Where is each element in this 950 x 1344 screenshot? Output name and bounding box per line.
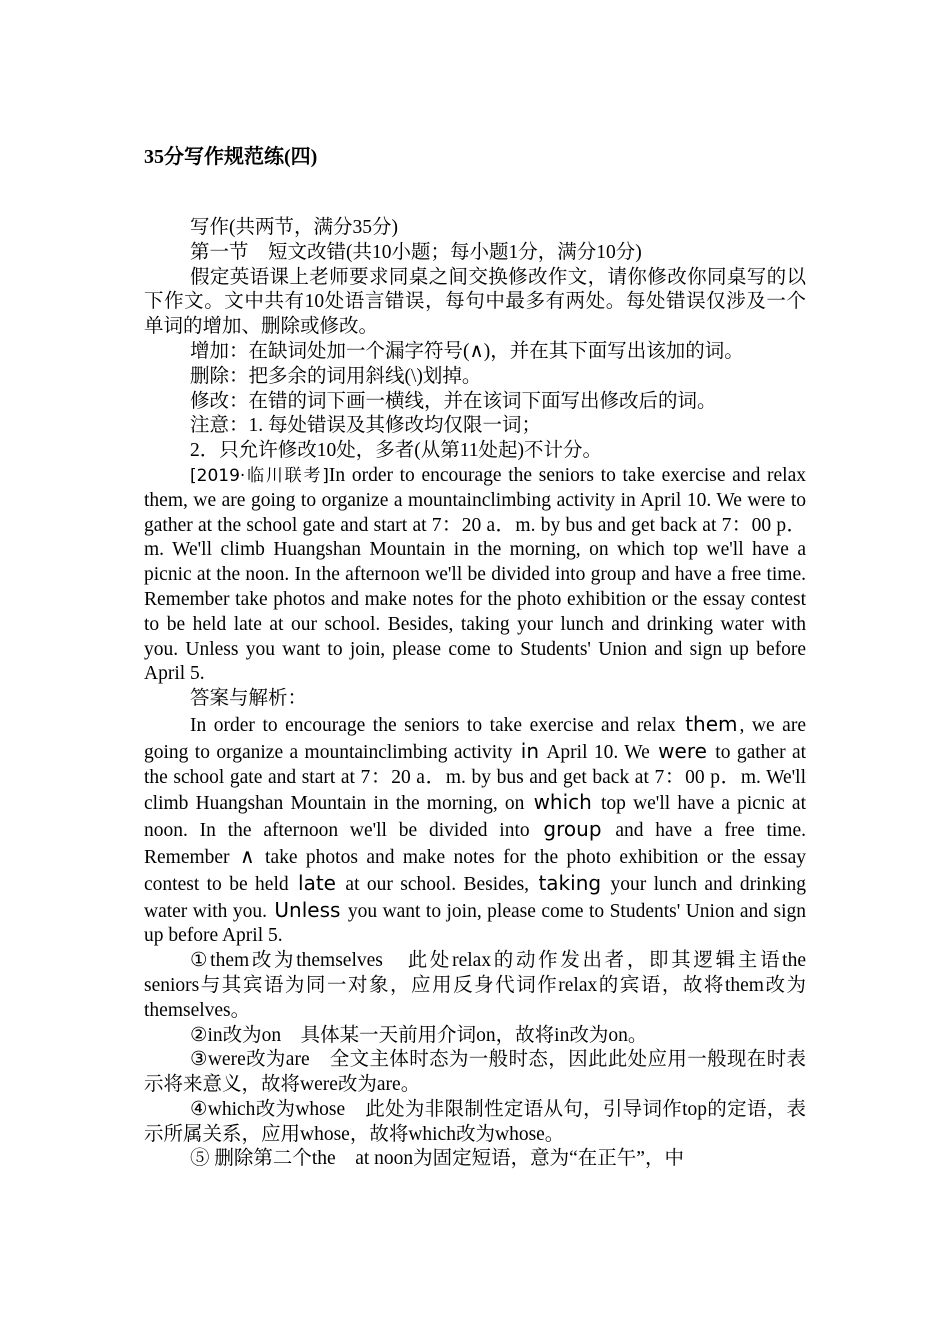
correction-unless: Unless: [274, 897, 341, 922]
correction-group: group: [543, 817, 602, 842]
answer-text: top we'll have a picnic at noon. In the afternoon we'll be divided into: [144, 793, 806, 842]
correction-them: them: [685, 711, 738, 736]
correction-taking: taking: [538, 870, 602, 895]
answer-text: at our school. Besides,: [338, 873, 537, 895]
instructions-note2: 2．只允许修改10处，多者(从第11处起)不计分。: [190, 440, 603, 462]
correction-were: were: [658, 738, 707, 763]
answer-text: April 10. We: [541, 741, 657, 763]
explanation-2: ②in改为on 具体某一天前用介词on，故将in改为on。: [190, 1024, 648, 1046]
passage: [144, 464, 806, 687]
correction-insert-mark: ∧: [239, 843, 255, 868]
document-page: [144, 144, 806, 1172]
explanation-4: ④which改为whose 此处为非限制性定语从句，引导词作top的定语，表示所属关系，应用whose，故将which改为whose。: [144, 1098, 806, 1145]
answer-label: 答案与解析：: [190, 688, 308, 710]
instructions-add: 增加：在缺词处加一个漏字符号(∧)，并在其下面写出该加的词。: [190, 340, 744, 362]
answer-passage: [144, 712, 806, 949]
part-header: 第一节 短文改错(共10小题；每小题1分，满分10分): [190, 241, 642, 263]
answer-text: you want to join, please come to Students' Union and sign up before April 5.: [144, 900, 806, 947]
answer-text: take photos and make notes for the photo exhibition or the essay contest to be held: [144, 846, 806, 895]
explanation-5: ⑤ 删除第二个the at noon为固定短语，意为“在正午”，中: [190, 1148, 684, 1170]
instructions-delete: 删除：把多余的词用斜线(\)划掉。: [190, 365, 482, 387]
passage-source: [2019·临川联考]: [190, 465, 329, 486]
answer-text: and have a free time. Remember: [144, 820, 806, 868]
correction-which: which: [533, 790, 592, 815]
section-header: 写作(共两节，满分35分): [190, 217, 398, 238]
page-title: 35分写作规范练(四): [144, 146, 318, 168]
correction-late: late: [298, 870, 336, 895]
instructions-intro: 假定英语课上老师要求同桌之间交换修改作文，请你修改你同桌写的以下作文。文中共有10处语言错误，每句中最多有两处。每处错误仅涉及一个单词的增加、删除或修改。: [144, 266, 806, 338]
answer-text: your lunch and drinking water with you.: [144, 873, 807, 922]
answer-text: In order to encourage the seniors to take exercise and relax: [190, 714, 684, 736]
answer-text: , we are going to organize a mountainclimbing activity: [144, 714, 806, 763]
passage-text: In order to encourage the seniors to take exercise and relax them, we are going to organize a mountainclimbing activity in April 10. We were to gather at the school gate and start at 7：20 a．m. by bus and get back at 7：00 p．m. We'll climb Huangshan Mountain in the morning, on which top we'll have a picnic at the noon. In the afternoon we'll be divided into group and have a free time. Remember take photos and make notes for the photo exhibition or the essay contest to be held late at our school. Besides, taking your lunch and drinking water with you. Unless you want to join, please come to Students' Union and sign up before April 5.: [144, 464, 806, 685]
instructions-note1: 注意：1. 每处错误及其修改均仅限一词；: [190, 415, 542, 437]
explanation-1: ①them改为themselves 此处relax的动作发出者，即其逻辑主语the seniors与其宾语为同一对象，应用反身代词作relax的宾语，故将them改为themselves。: [144, 950, 806, 1021]
correction-in: in: [520, 738, 540, 763]
instructions-modify: 修改：在错的词下画一横线，并在该词下面写出修改后的词。: [190, 390, 717, 412]
explanation-3: ③were改为are 全文主体时态为一般时态，因此此处应用一般现在时表示将来意义，故将were改为are。: [144, 1049, 806, 1096]
answer-text: to gather at the school gate and start at 7：20 a．m. by bus and get back at 7：00 p．m. We'll climb Huangshan Mountain in the morning, on: [144, 741, 807, 815]
